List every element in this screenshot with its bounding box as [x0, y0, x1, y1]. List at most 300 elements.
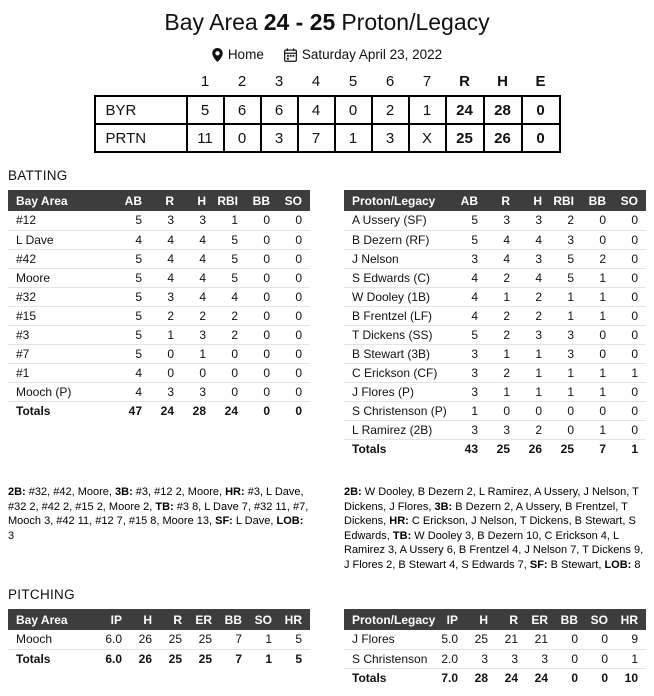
stat-value-cell: 1 — [582, 306, 614, 325]
calendar-icon — [284, 48, 297, 62]
inning-score-cell: 4 — [298, 96, 335, 124]
stat-value-cell: 3 — [454, 363, 486, 382]
stat-value-cell: 3 — [466, 649, 496, 668]
stat-value-cell: 1 — [150, 325, 182, 344]
stat-value-cell: 1 — [550, 363, 582, 382]
stat-value-cell: 4 — [486, 249, 518, 268]
stat-value-cell: 2 — [214, 306, 246, 325]
stat-value-cell: 0 — [278, 287, 310, 306]
stat-value-cell: 28 — [474, 670, 488, 685]
table-row — [344, 344, 646, 363]
stat-value-cell: 5 — [454, 211, 486, 230]
stat-value-cell: 4 — [182, 268, 214, 287]
table-row — [8, 211, 310, 230]
table-row — [8, 268, 310, 287]
stat-value-cell: 0 — [150, 363, 182, 382]
stat-value-cell: 1 — [550, 306, 582, 325]
stat-value-cell: 5 — [118, 306, 150, 325]
note-label: SF: — [529, 558, 548, 571]
stat-value-cell: 0 — [571, 670, 578, 685]
location-label: Home — [227, 47, 264, 62]
summary-header: E — [535, 73, 546, 90]
stat-value-cell: 1 — [582, 287, 614, 306]
stat-value-cell: 0 — [614, 382, 646, 401]
player-name-cell: T Dickens (SS) — [344, 325, 454, 344]
stat-value-cell: 0 — [614, 306, 646, 325]
stat-value-cell: 24 — [534, 670, 548, 685]
linescore-header-row — [95, 73, 560, 96]
column-header: IP — [436, 609, 466, 630]
stat-value-cell: 28 — [192, 403, 206, 418]
stat-value-cell: 0 — [278, 306, 310, 325]
player-name-cell: B Stewart (3B) — [344, 344, 454, 363]
player-name-cell: J Flores (P) — [344, 382, 454, 401]
stat-value-cell: 1 — [550, 382, 582, 401]
batting-notes-bay-area: 2B: #32, #42, Moore, 3B: #3, #12 2, Moore, HR: #3, L Dave, #32 2, #42 2, #15 2, Moore 2, TB: #3 8, L Dave 7, #32 11, #7, Mooch 3, #42 11, #12 7, #15 8, Moore 13, SF: L Dave, LOB: 3 — [8, 486, 309, 542]
player-name-cell: J Nelson — [344, 249, 454, 268]
stat-value-cell: 21 — [496, 630, 526, 649]
table-row — [344, 287, 646, 306]
inning-number-header: 6 — [385, 73, 395, 90]
column-header: R — [160, 609, 190, 630]
table-row — [344, 382, 646, 401]
totals-row — [344, 439, 646, 458]
stat-value-cell: 5 — [118, 249, 150, 268]
summary-score-cell: 0 — [522, 96, 560, 124]
stat-value-cell: 5 — [118, 344, 150, 363]
pitching-header-row-proton-legacy — [344, 609, 646, 630]
player-name-cell: Mooch (P) — [8, 382, 118, 401]
stat-value-cell: 1 — [486, 344, 518, 363]
totals-row — [8, 401, 310, 420]
player-name-cell: W Dooley (1B) — [344, 287, 454, 306]
stat-value-cell: 1 — [518, 382, 550, 401]
stat-value-cell: 2 — [182, 306, 214, 325]
batting-notes-proton-legacy: 2B: W Dooley, B Dezern 2, L Ramirez, A Ussery, J Nelson, T Dickens, J Flores, 3B: B Dezern 2, A Ussery, B Frentzel, T Dickens, HR: C Erickson, J Nelson, T Dickens, B Stewart, S Edwards, TB: W Dooley 3, B Dezern 10, C Erickson 4, L Ramirez 3, A Ussery 6, B Frentzel 4, J Nelson 7, T Dickens 9, J Flores 2, B Stewart 4, S Edwards 7, SF: B Stewart, LOB: 8 — [344, 486, 644, 571]
stat-value-cell: 0 — [614, 325, 646, 344]
stat-value-cell: 4 — [214, 287, 246, 306]
stat-value-cell: 26 — [528, 441, 542, 456]
game-score: 24 - 25 — [263, 9, 336, 35]
inning-score-cell: 2 — [372, 96, 409, 124]
note-label: SF: — [215, 515, 233, 527]
totals-label-cell: Totals — [16, 403, 51, 418]
stat-value-cell: 0 — [582, 211, 614, 230]
player-name-cell: S Edwards (C) — [344, 268, 454, 287]
stat-value-cell: 0 — [614, 211, 646, 230]
pitching-columns — [0, 609, 654, 687]
column-header: AB — [118, 190, 150, 211]
stat-value-cell: 5 — [454, 325, 486, 344]
player-name-cell: B Dezern (RF) — [344, 230, 454, 249]
stat-value-cell: 0 — [278, 268, 310, 287]
stat-value-cell: 2 — [518, 287, 550, 306]
stat-value-cell: 3 — [150, 211, 182, 230]
column-header: SO — [250, 609, 280, 630]
stat-value-cell: 5 — [550, 268, 582, 287]
player-name-cell: B Frentzel (LF) — [344, 306, 454, 325]
stat-value-cell: 6.0 — [105, 651, 122, 666]
inning-score-cell: 1 — [335, 124, 372, 152]
stat-value-cell: 1 — [250, 630, 280, 649]
stat-value-cell: 4 — [518, 268, 550, 287]
table-row — [8, 249, 310, 268]
stat-value-cell: 3 — [454, 420, 486, 439]
stat-value-cell: 0 — [614, 230, 646, 249]
totals-label-cell: Totals — [352, 670, 387, 685]
totals-row — [344, 668, 646, 687]
stat-value-cell: 5 — [295, 651, 302, 666]
stat-value-cell: 7 — [599, 441, 606, 456]
column-header: R — [496, 609, 526, 630]
team-name-header: Proton/Legacy — [344, 190, 454, 211]
stat-value-cell: 4 — [182, 287, 214, 306]
stat-value-cell: 1 — [582, 268, 614, 287]
game-meta — [0, 47, 654, 62]
column-header: SO — [278, 190, 310, 211]
stat-value-cell: 3 — [182, 211, 214, 230]
linescore-table — [94, 73, 561, 153]
page-title — [0, 0, 654, 36]
stat-value-cell: 0 — [295, 403, 302, 418]
stat-value-cell: 25 — [466, 630, 496, 649]
stat-value-cell: 7.0 — [441, 670, 458, 685]
stat-value-cell: 3 — [550, 325, 582, 344]
stat-value-cell: 1 — [518, 344, 550, 363]
stat-value-cell: 7 — [220, 630, 250, 649]
inning-score-cell: 7 — [298, 124, 335, 152]
player-name-cell: #1 — [8, 363, 118, 382]
player-name-cell: #32 — [8, 287, 118, 306]
table-row — [344, 249, 646, 268]
stat-value-cell: 5 — [214, 230, 246, 249]
team-abbr-cell: BYR — [95, 96, 187, 124]
player-name-cell: J Flores — [344, 630, 436, 649]
table-row — [344, 420, 646, 439]
stat-value-cell: 2.0 — [436, 649, 466, 668]
stat-value-cell: 0 — [214, 363, 246, 382]
team-abbr-cell: PRTN — [95, 124, 187, 152]
stat-value-cell: 5 — [118, 325, 150, 344]
note-label: 3B: — [115, 486, 133, 498]
stat-value-cell: 4 — [182, 249, 214, 268]
stat-value-cell: 47 — [128, 403, 142, 418]
summary-score-cell: 25 — [446, 124, 484, 152]
stat-value-cell: 3 — [518, 325, 550, 344]
table-row — [8, 382, 310, 401]
batting-columns — [0, 190, 654, 572]
column-header: SO — [586, 609, 616, 630]
stat-value-cell: 43 — [464, 441, 478, 456]
stat-value-cell: 1 — [550, 287, 582, 306]
summary-header: R — [459, 73, 470, 90]
stat-value-cell: 1 — [454, 401, 486, 420]
table-row — [344, 325, 646, 344]
column-header: H — [182, 190, 214, 211]
stat-value-cell: 25 — [160, 630, 190, 649]
stat-value-cell: 0 — [556, 649, 586, 668]
stat-value-cell: 26 — [130, 630, 160, 649]
game-location — [212, 47, 264, 62]
stat-value-cell: 25 — [560, 441, 574, 456]
inning-score-cell: 6 — [261, 96, 298, 124]
stat-value-cell: 2 — [486, 268, 518, 287]
stat-value-cell: 0 — [582, 325, 614, 344]
linescore-body — [95, 96, 560, 152]
stat-value-cell: 4 — [118, 230, 150, 249]
stat-value-cell: 25 — [190, 630, 220, 649]
totals-label-cell: Totals — [352, 441, 387, 456]
stat-value-cell: 1 — [614, 363, 646, 382]
table-row — [344, 649, 646, 668]
column-header: RBI — [214, 190, 246, 211]
stat-value-cell: 0 — [278, 382, 310, 401]
stat-value-cell: 4 — [182, 230, 214, 249]
linescore-row — [95, 96, 560, 124]
totals-label-cell: Totals — [16, 651, 51, 666]
stat-value-cell: 0 — [246, 211, 278, 230]
stat-value-cell: 3 — [486, 420, 518, 439]
inning-number-header: 3 — [274, 73, 284, 90]
summary-score-cell: 26 — [484, 124, 522, 152]
table-row — [8, 344, 310, 363]
home-team-name: Bay Area — [164, 9, 258, 35]
inning-number-header: 7 — [422, 73, 432, 90]
stat-value-cell: 3 — [454, 344, 486, 363]
stat-value-cell: 10 — [624, 670, 638, 685]
inning-score-cell: 3 — [261, 124, 298, 152]
stat-value-cell: 2 — [518, 420, 550, 439]
column-header: AB — [454, 190, 486, 211]
stat-value-cell: 0 — [582, 401, 614, 420]
stat-value-cell: 0 — [614, 401, 646, 420]
column-header: HR — [616, 609, 646, 630]
stat-value-cell: 0 — [214, 344, 246, 363]
stat-value-cell: 0 — [586, 649, 616, 668]
batting-table-proton-legacy — [344, 190, 646, 458]
column-header: RBI — [550, 190, 582, 211]
stat-value-cell: 3 — [518, 249, 550, 268]
inning-score-cell: 0 — [224, 124, 261, 152]
stat-value-cell: 7 — [235, 651, 242, 666]
inning-score-cell: 5 — [187, 96, 224, 124]
stat-value-cell: 3 — [182, 325, 214, 344]
batting-header-row-bay-area — [8, 190, 310, 211]
location-pin-icon — [212, 48, 223, 62]
column-header: ER — [190, 609, 220, 630]
inning-score-cell: 11 — [187, 124, 224, 152]
stat-value-cell: 2 — [214, 325, 246, 344]
stat-value-cell: 6.0 — [100, 630, 130, 649]
player-name-cell: #12 — [8, 211, 118, 230]
stat-value-cell: 4 — [118, 363, 150, 382]
table-row — [344, 211, 646, 230]
stat-value-cell: 1 — [486, 382, 518, 401]
stat-value-cell: 0 — [150, 344, 182, 363]
column-header: H — [518, 190, 550, 211]
date-label: Saturday April 23, 2022 — [301, 47, 443, 62]
stat-value-cell: 2 — [518, 306, 550, 325]
linescore-corner-cell — [95, 73, 187, 96]
stat-value-cell: 2 — [582, 249, 614, 268]
batting-table-bay-area — [8, 190, 310, 420]
stat-value-cell: 0 — [246, 306, 278, 325]
inning-number-header: 2 — [237, 73, 247, 90]
inning-score-cell: 3 — [372, 124, 409, 152]
table-row — [8, 306, 310, 325]
stat-value-cell: 21 — [526, 630, 556, 649]
stat-value-cell: 24 — [160, 403, 174, 418]
stat-value-cell: 5 — [214, 268, 246, 287]
player-name-cell: A Ussery (SF) — [344, 211, 454, 230]
column-header: R — [486, 190, 518, 211]
inning-score-cell: 6 — [224, 96, 261, 124]
stat-value-cell: 4 — [150, 230, 182, 249]
stat-value-cell: 24 — [504, 670, 518, 685]
stat-value-cell: 2 — [150, 306, 182, 325]
stat-value-cell: 0 — [246, 268, 278, 287]
stat-value-cell: 0 — [278, 363, 310, 382]
stat-value-cell: 5 — [214, 249, 246, 268]
team-name-header: Bay Area — [8, 609, 100, 630]
table-row — [344, 268, 646, 287]
stat-value-cell: 4 — [454, 306, 486, 325]
note-label: TB: — [155, 500, 174, 513]
column-header: H — [466, 609, 496, 630]
stat-value-cell: 0 — [582, 344, 614, 363]
stat-value-cell: 3 — [182, 382, 214, 401]
stat-value-cell: 0 — [614, 344, 646, 363]
stat-value-cell: 24 — [224, 403, 238, 418]
stat-value-cell: 0 — [278, 249, 310, 268]
stat-value-cell: 25 — [198, 651, 212, 666]
game-date — [284, 47, 442, 62]
column-header: BB — [220, 609, 250, 630]
stat-value-cell: 5 — [118, 287, 150, 306]
table-row — [344, 230, 646, 249]
inning-score-cell: X — [409, 124, 446, 152]
stat-value-cell: 0 — [278, 325, 310, 344]
stat-value-cell: 0 — [550, 401, 582, 420]
player-name-cell: #42 — [8, 249, 118, 268]
stat-value-cell: 0 — [263, 403, 270, 418]
summary-score-cell: 0 — [522, 124, 560, 152]
stat-value-cell: 0 — [614, 287, 646, 306]
player-name-cell: #7 — [8, 344, 118, 363]
column-header: IP — [100, 609, 130, 630]
stat-value-cell: 0 — [246, 363, 278, 382]
table-row — [344, 401, 646, 420]
column-header: ER — [526, 609, 556, 630]
stat-value-cell: 3 — [518, 211, 550, 230]
stat-value-cell: 0 — [614, 249, 646, 268]
column-header: HR — [280, 609, 310, 630]
stat-value-cell: 26 — [138, 651, 152, 666]
stat-value-cell: 0 — [550, 420, 582, 439]
stat-value-cell: 5 — [118, 211, 150, 230]
table-row — [344, 363, 646, 382]
stat-value-cell: 3 — [496, 649, 526, 668]
column-header: SO — [614, 190, 646, 211]
stat-value-cell: 2 — [550, 211, 582, 230]
stat-value-cell: 3 — [550, 230, 582, 249]
summary-score-cell: 28 — [484, 96, 522, 124]
table-row — [8, 630, 310, 649]
stat-value-cell: 0 — [278, 344, 310, 363]
table-row — [8, 325, 310, 344]
pitching-table-proton-legacy — [344, 609, 646, 687]
table-row — [8, 287, 310, 306]
pitching-section-title: PITCHING — [8, 587, 75, 602]
stat-value-cell: 3 — [150, 382, 182, 401]
linescore-row — [95, 124, 560, 152]
summary-header: H — [497, 73, 508, 90]
stat-value-cell: 0 — [601, 670, 608, 685]
player-name-cell: L Dave — [8, 230, 118, 249]
stat-value-cell: 0 — [614, 420, 646, 439]
column-header: BB — [556, 609, 586, 630]
stat-value-cell: 2 — [486, 306, 518, 325]
stat-value-cell: 9 — [616, 630, 646, 649]
away-team-name: Proton/Legacy — [341, 9, 490, 35]
stat-value-cell: 0 — [246, 382, 278, 401]
player-name-cell: S Christenson (P) — [344, 401, 454, 420]
stat-value-cell: 0 — [182, 363, 214, 382]
player-name-cell: #15 — [8, 306, 118, 325]
stat-value-cell: 0 — [246, 325, 278, 344]
column-header: H — [130, 609, 160, 630]
table-row — [8, 363, 310, 382]
stat-value-cell: 0 — [556, 630, 586, 649]
note-label: LOB: — [276, 515, 304, 527]
stat-value-cell: 3 — [150, 287, 182, 306]
stat-value-cell: 4 — [118, 382, 150, 401]
stat-value-cell: 4 — [454, 287, 486, 306]
stat-value-cell: 3 — [454, 382, 486, 401]
stat-value-cell: 0 — [278, 230, 310, 249]
stat-value-cell: 5 — [550, 249, 582, 268]
stat-value-cell: 1 — [631, 441, 638, 456]
player-name-cell: Mooch — [8, 630, 100, 649]
stat-value-cell: 2 — [486, 363, 518, 382]
stat-value-cell: 2 — [486, 325, 518, 344]
stat-value-cell: 25 — [496, 441, 510, 456]
stat-value-cell: 0 — [246, 344, 278, 363]
stat-value-cell: 25 — [168, 651, 182, 666]
player-name-cell: Moore — [8, 268, 118, 287]
note-label: 3B: — [434, 500, 453, 513]
stat-value-cell: 4 — [486, 230, 518, 249]
column-header: BB — [246, 190, 278, 211]
inning-number-header: 4 — [311, 73, 321, 90]
stat-value-cell: 1 — [582, 363, 614, 382]
player-name-cell: L Ramirez (2B) — [344, 420, 454, 439]
stat-value-cell: 3 — [486, 211, 518, 230]
stat-value-cell: 5 — [280, 630, 310, 649]
stat-value-cell: 1 — [486, 287, 518, 306]
summary-score-cell: 24 — [446, 96, 484, 124]
stat-value-cell: 4 — [150, 249, 182, 268]
note-label: LOB: — [604, 558, 632, 571]
note-label: HR: — [389, 515, 409, 527]
stat-value-cell: 0 — [614, 268, 646, 287]
table-row — [344, 630, 646, 649]
batting-section-title: BATTING — [8, 168, 68, 183]
stat-value-cell: 0 — [246, 230, 278, 249]
stat-value-cell: 1 — [616, 649, 646, 668]
player-name-cell: S Christenson — [344, 649, 436, 668]
stat-value-cell: 1 — [182, 344, 214, 363]
